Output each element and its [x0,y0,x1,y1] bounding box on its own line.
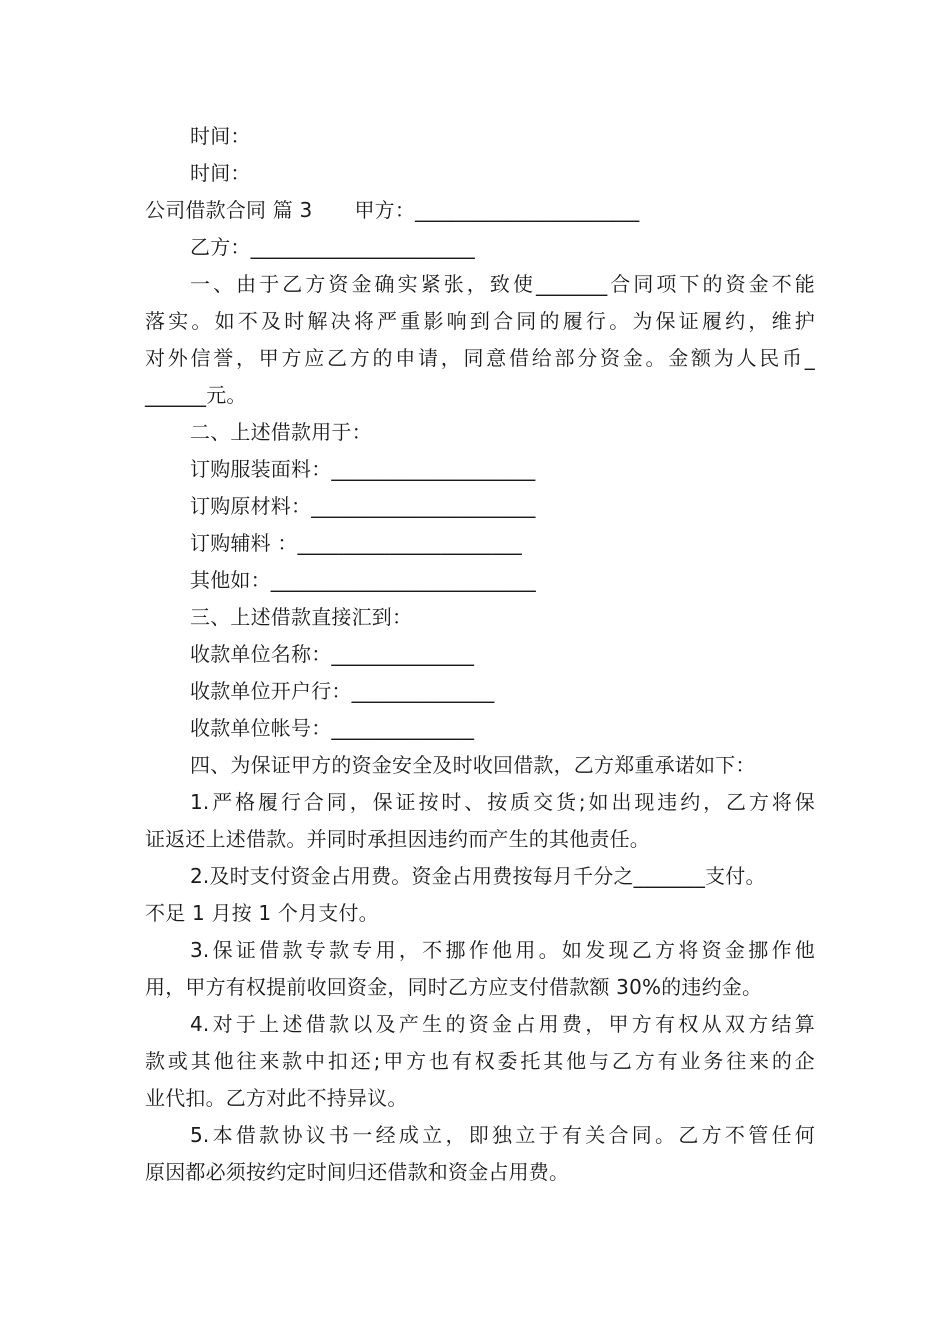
party-a-field: 甲方：______________________ [354,198,640,222]
clause4-1-line: 1.严格履行合同，保证按时、按质交货;如出现违约，乙方将保 [190,790,815,814]
clause4-5-line: 5.本借款协议书一经成立，即独立于有关合同。乙方不管任何 [190,1123,815,1147]
section-heading-line [145,192,815,228]
clause2-title: 二、上述借款用于： [190,420,372,444]
clause1-line: 一、由于乙方资金确实紧张，致使_______合同项下的资金不能 [190,272,815,296]
clause4-1-line: 证返还上述借款。并同时承担因违约而产生的其他责任。 [145,827,650,851]
clause3-item: 收款单位开户行：______________ [190,679,495,703]
party-b-field: 乙方：______________________ [190,235,475,259]
clause2-item: 其他如：__________________________ [190,568,536,592]
clause2-item: 订购服装面料：____________________ [190,457,536,481]
clause2-item: 订购原材料：______________________ [190,494,536,518]
time-label: 时间： [190,124,251,148]
clause4-2-line: 不足 1 月按 1 个月支付。 [145,901,379,925]
clause4-4-line: 4.对于上述借款以及产生的资金占用费，甲方有权从双方结算 [190,1012,815,1036]
clause3-title: 三、上述借款直接汇到： [190,605,413,629]
clause4-4-line: 款或其他往来款中扣还;甲方也有权委托其他与乙方有业务往来的企 [145,1049,815,1073]
clause4-3-line: 3.保证借款专款专用，不挪作他用。如发现乙方将资金挪作他 [190,938,815,962]
clause1-line: 对外信誉，甲方应乙方的申请，同意借给部分资金。金额为人民币_ [145,346,815,370]
section-title: 公司借款合同 篇 3 [145,198,313,222]
clause1-line: 落实。如不及时解决将严重影响到合同的履行。为保证履约，维护 [145,309,815,333]
time-label: 时间： [190,161,251,185]
clause4-5-line: 原因都必须按约定时间归还借款和资金占用费。 [145,1160,570,1184]
clause1-line: ______元。 [145,383,247,407]
clause4-2-line: 2.及时支付资金占用费。资金占用费按每月千分之_______支付。 [190,864,766,888]
clause4-3-line: 用，甲方有权提前收回资金，同时乙方应支付借款额 30%的违约金。 [145,975,763,999]
clause3-item: 收款单位帐号：______________ [190,716,475,740]
clause4-4-line: 业代扣。乙方对此不持异议。 [145,1086,408,1110]
clause4-title: 四、为保证甲方的资金安全及时收回借款，乙方郑重承诺如下： [190,753,756,777]
clause2-item: 订购辅料 ：______________________ [190,531,522,555]
clause3-item: 收款单位名称：______________ [190,642,475,666]
